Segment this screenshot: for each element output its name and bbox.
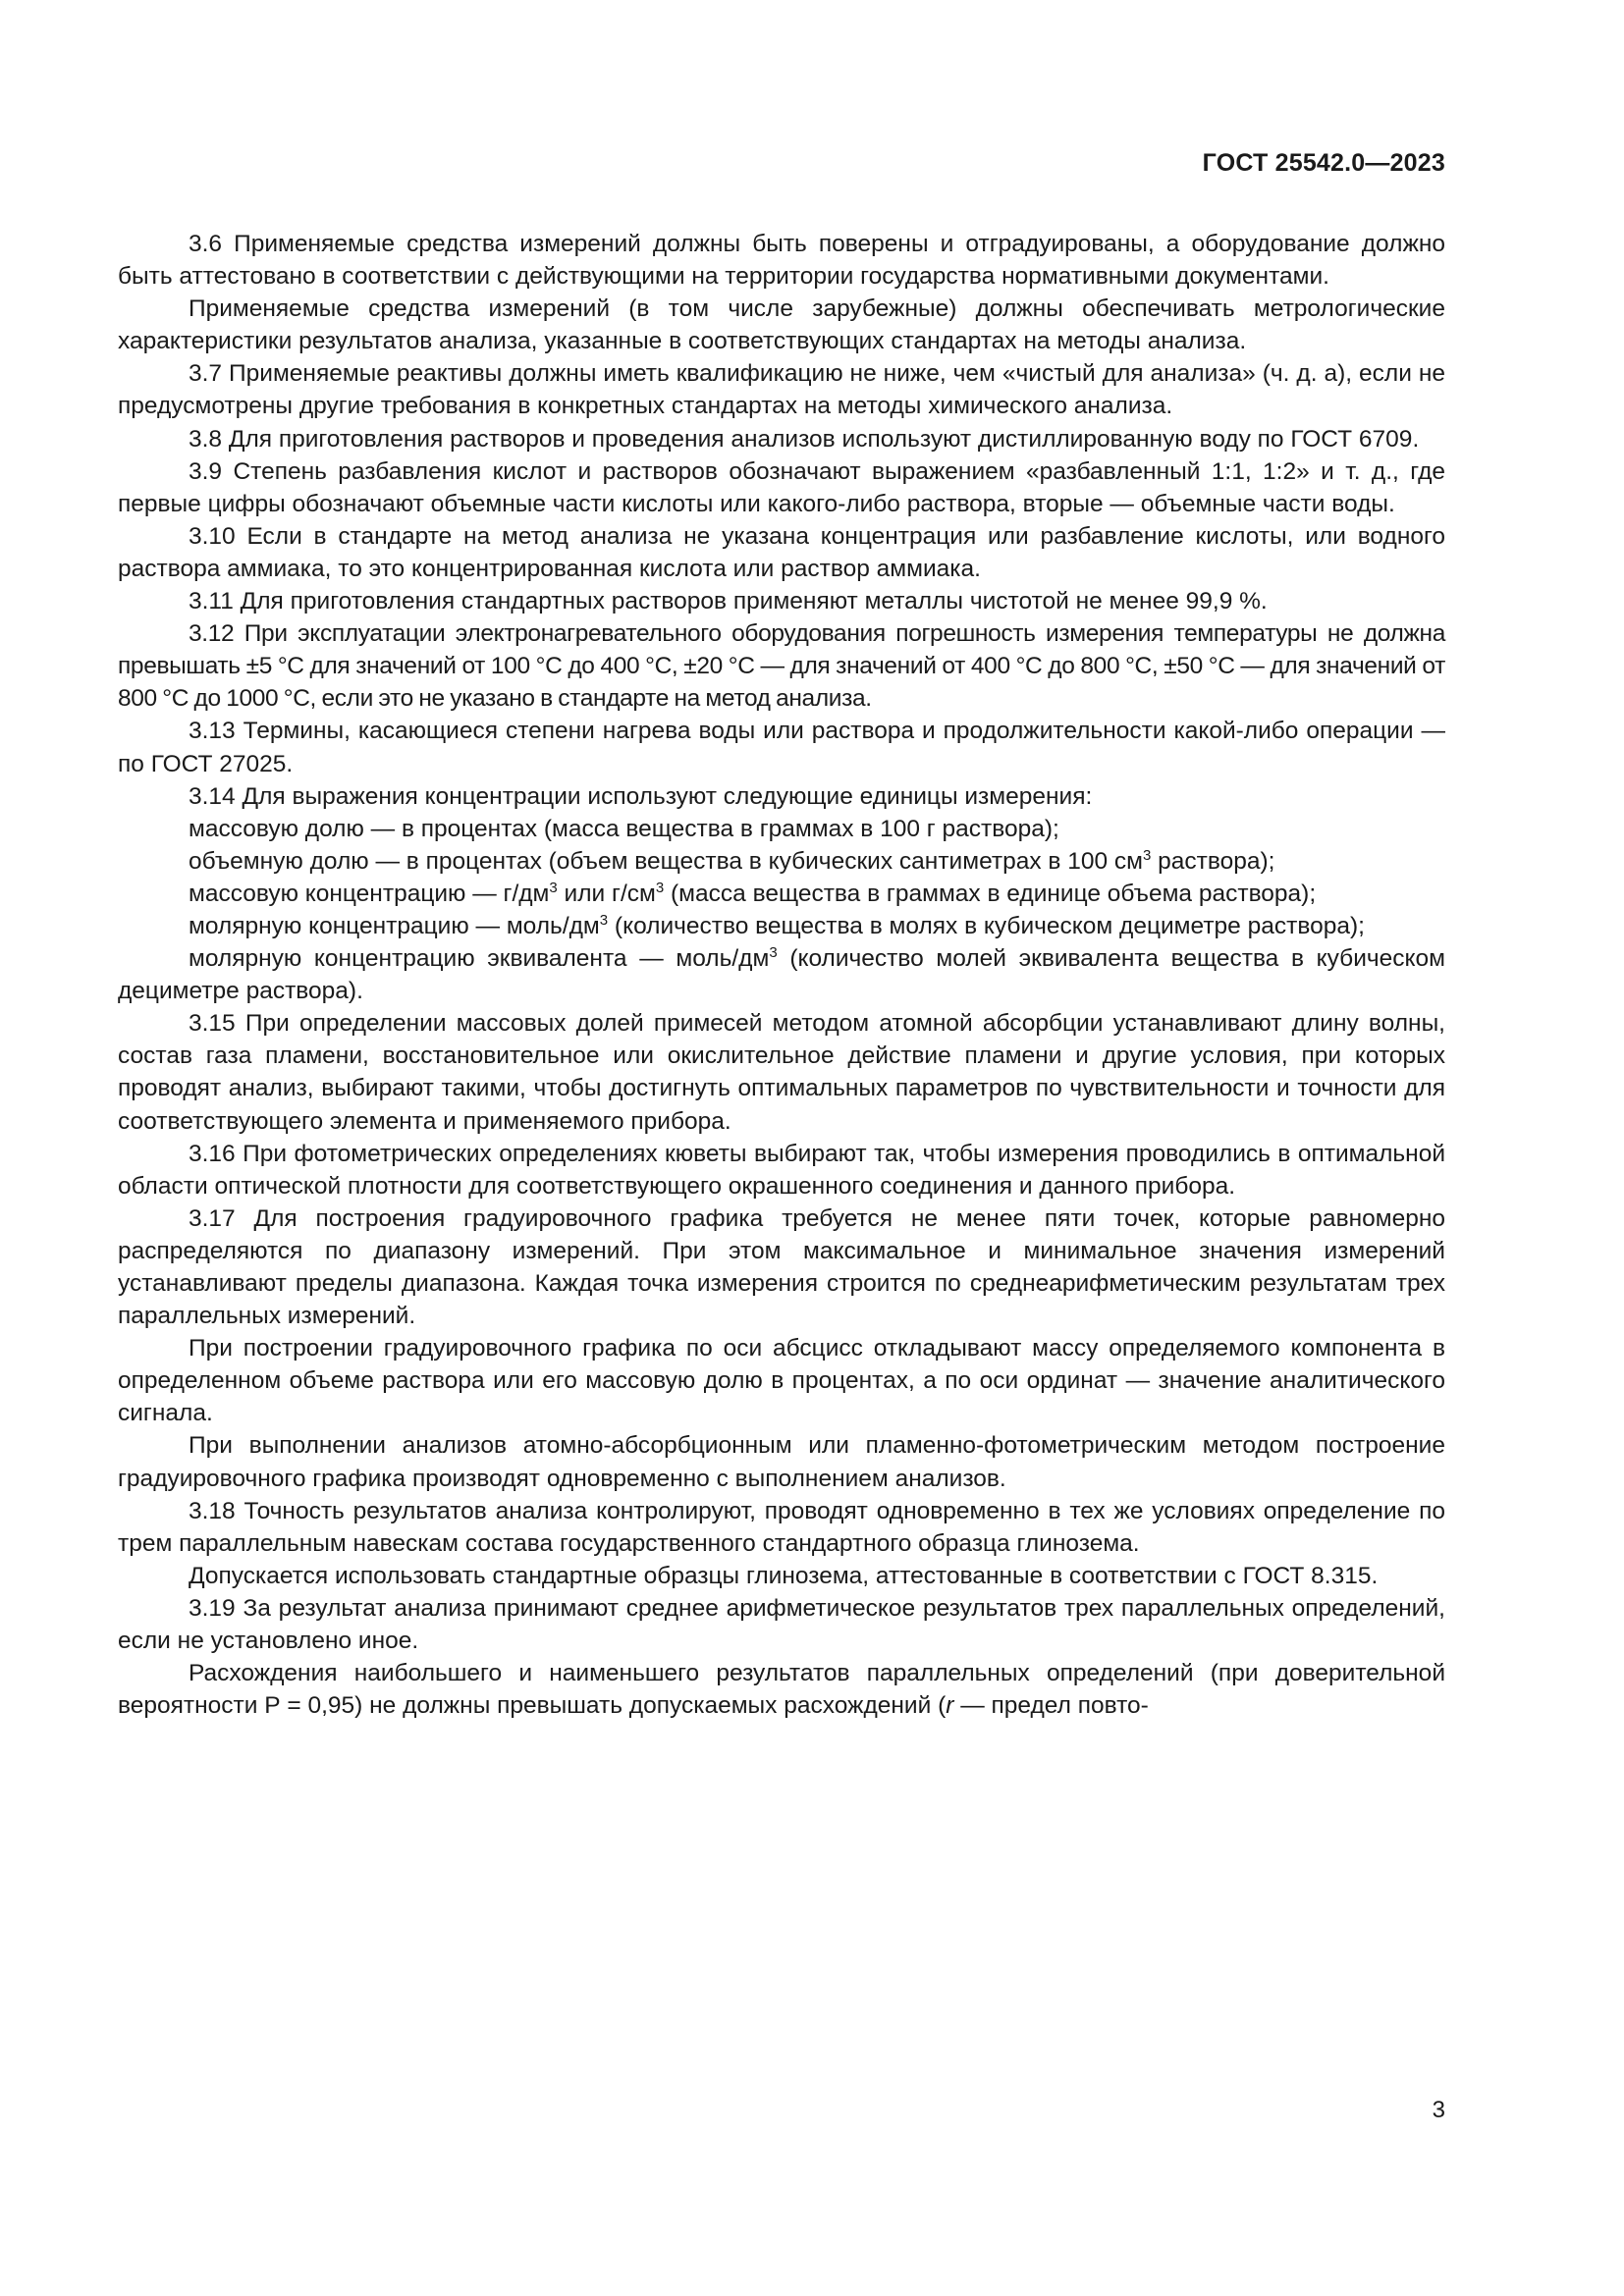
document-code: ГОСТ 25542.0—2023 <box>1202 149 1445 177</box>
paragraph-3-18: 3.18 Точность результатов анализа контролируют, проводят одновременно в тех же условиях определение по трем параллельным навескам состава государственного стандартного образца глинозема. <box>118 1497 1445 1557</box>
paragraph-3-19-discrepancy: Расхождения наибольшего и наименьшего результатов параллельных определений (при доверительной вероятности Р = 0,95) не должны превышать допускаемых расхождений (r — предел повто- <box>118 1660 1445 1720</box>
paragraph-3-15: 3.15 При определении массовых долей примесей методом атомной абсорбции устанавливают длину волны, состав газа пламени, восстановительное или окислительное действие пламени и другие условия, при которых проводят анализ, выбирают такими, чтобы достигнуть оптимальных параметров по чувствительности и точности для соответствующего элемента и применяемого прибора. <box>118 1010 1445 1135</box>
paragraph-3-6: 3.6 Применяемые средства измерений должны быть поверены и отградуированы, а оборудование должно быть аттестовано в соответствии с действующими на территории государства нормативными документами. <box>118 231 1445 291</box>
paragraph-3-16: 3.16 При фотометрических определениях кюветы выбирают так, чтобы измерения проводились в оптимальной области оптической плотности для соответствующего окрашенного соединения и данного прибора. <box>118 1140 1445 1200</box>
paragraph-3-12: 3.12 При эксплуатации электронагревательного оборудования погрешность измерения температуры не должна превышать ±5 °C для значений от 100 °C до 400 °C, ±20 °C — для значений от 400 °C до 800 °C, ±50 °C — для значений от 800 °C до 1000 °C, если это не указано в стандарте на метод анализа. <box>118 620 1445 713</box>
unit-mass-concentration: массовую концентрацию — $г/дм^3$ или $г/см^3$ (масса вещества в граммах в единице объема раствора); <box>189 879 1317 907</box>
paragraph-3-19: 3.19 За результат анализа принимают среднее арифметическое результатов трех параллельных определений, если не установлено иное. <box>118 1594 1445 1655</box>
paragraph-3-17: 3.17 Для построения градуировочного графика требуется не менее пяти точек, которые равномерно распределяются по диапазону измерений. При этом максимальное и минимальное значения измерений устанавливают пределы диапазона. Каждая точка измерения строится по среднеарифметическим результатам трех параллельных измерений. <box>118 1204 1445 1330</box>
paragraph-3-6-cont: Применяемые средства измерений (в том числе зарубежные) должны обеспечивать метрологические характеристики результатов анализа, указанные в соответствующих стандартах на методы анализа. <box>118 295 1445 355</box>
unit-mass-fraction: массовую долю — в процентах (масса вещества в граммах в 100 г раствора); <box>189 815 1059 842</box>
paragraph-3-14: 3.14 Для выражения концентрации используют следующие единицы измерения: <box>189 782 1093 810</box>
paragraph-3-8: 3.8 Для приготовления растворов и проведения анализов используют дистиллированную воду по ГОСТ 6709. <box>189 425 1420 453</box>
paragraph-3-18-samples: Допускается использовать стандартные образцы глинозема, аттестованные в соответствии с ГОСТ 8.315. <box>189 1562 1379 1589</box>
unit-volume-fraction: объемную долю — в процентах (объем вещества в кубических сантиметрах в 100 $см^3$ раствора); <box>189 846 1275 875</box>
paragraph-3-7: 3.7 Применяемые реактивы должны иметь квалификацию не ниже, чем «чистый для анализа» (ч. д. а), если не предусмотрены другие требования в конкретных стандартах на методы химического анализа. <box>118 360 1445 420</box>
paragraph-3-13: 3.13 Термины, касающиеся степени нагрева воды или раствора и продолжительности какой-либо операции — по ГОСТ 27025. <box>118 718 1445 777</box>
paragraph-3-17-atomic: При выполнении анализов атомно-абсорбционным или пламенно-фотометрическим методом построение градуировочного графика производят одновременно с выполнением анализов. <box>118 1432 1445 1492</box>
unit-equivalent-concentration: молярную концентрацию эквивалента — моль/$дм^3$ (количество молей эквивалента вещества в кубическом дециметре раствора). <box>118 943 1445 1005</box>
paragraph-3-10: 3.10 Если в стандарте на метод анализа не указана концентрация или разбавление кислоты, или водного раствора аммиака, то это концентрированная кислота или раствор аммиака. <box>118 522 1445 582</box>
paragraph-3-9: 3.9 Степень разбавления кислот и растворов обозначают выражением «разбавленный 1:1, 1:2» и т. д., где первые цифры обозначают объемные части кислоты или какого-либо раствора, вторые — объемные части воды. <box>118 457 1445 517</box>
paragraph-3-17-axes: При построении градуировочного графика по оси абсцисс откладывают массу определяемого компонента в определенном объеме раствора или его массовую долю в процентах, а по оси ординат — значение аналитического сигнала. <box>118 1335 1445 1427</box>
unit-molar-concentration: молярную концентрацию — моль/$дм^3$ (количество вещества в молях в кубическом дециметре раствора); <box>189 911 1365 939</box>
page-number: 3 <box>1432 2097 1445 2123</box>
paragraph-3-11: 3.11 Для приготовления стандартных растворов применяют металлы чистотой не менее 99,9 %. <box>189 588 1268 615</box>
page-body <box>118 228 1445 1722</box>
